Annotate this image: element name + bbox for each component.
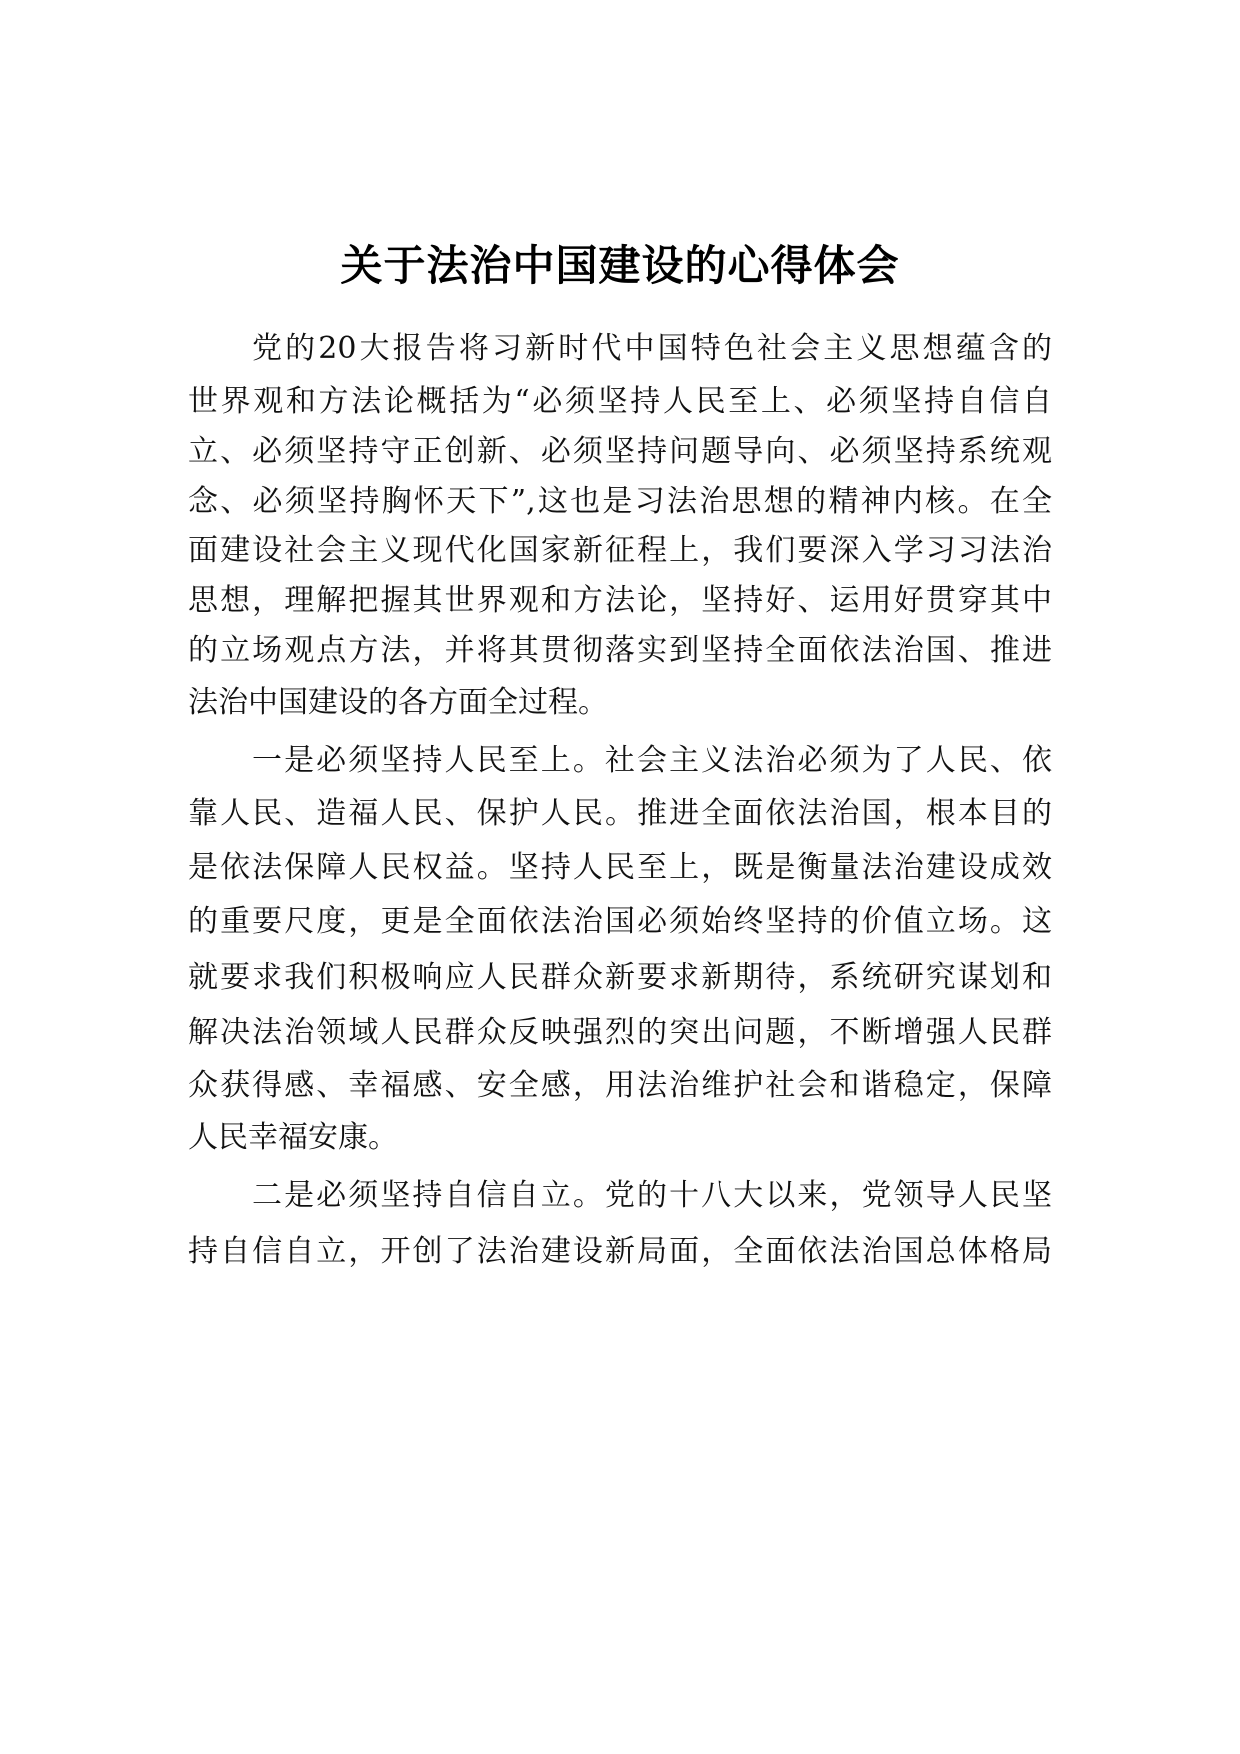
text-line: 的重要尺度，更是全面依法治国必须始终坚持的价值立场。这 (188, 904, 1052, 939)
text-line: 的立场观点方法，并将其贯彻落实到坚持全面依法治国、推进 (188, 633, 1052, 668)
text-line: 持自信自立，开创了法治建设新局面，全面依法治国总体格局 (188, 1234, 1052, 1269)
text-line: 法治中国建设的各方面全过程。 (188, 685, 608, 720)
text-line: 一是必须坚持人民至上。社会主义法治必须为了人民、依 (252, 743, 1052, 778)
text-line: 面建设社会主义现代化国家新征程上，我们要深入学习习法治 (188, 533, 1052, 568)
text-line: 解决法治领域人民群众反映强烈的突出问题，不断增强人民群 (188, 1015, 1052, 1050)
text-line: 二是必须坚持自信自立。党的十八大以来，党领导人民坚 (252, 1178, 1052, 1213)
text-line: 是依法保障人民权益。坚持人民至上，既是衡量法治建设成效 (188, 850, 1052, 885)
document-title: 关于法治中国建设的心得体会 (340, 241, 900, 290)
text-line: 思想，理解把握其世界观和方法论，坚持好、运用好贯穿其中 (188, 583, 1052, 618)
text-line: 众获得感、幸福感、安全感，用法治维护社会和谐稳定，保障 (188, 1068, 1052, 1103)
text-line: 世界观和方法论概括为“必须坚持人民至上、必须坚持自信自 (188, 384, 1052, 419)
text-line: 念、必须坚持胸怀天下”,这也是习法治思想的精神内核。在全 (188, 484, 1052, 519)
text-line: 立、必须坚持守正创新、必须坚持问题导向、必须坚持系统观 (188, 434, 1052, 469)
text-line: 党的20大报告将习新时代中国特色社会主义思想蕴含的 (252, 331, 1052, 366)
text-line: 人民幸福安康。 (188, 1120, 398, 1155)
text-line: 靠人民、造福人民、保护人民。推进全面依法治国，根本目的 (188, 796, 1052, 831)
text-line: 就要求我们积极响应人民群众新要求新期待，系统研究谋划和 (188, 960, 1052, 995)
